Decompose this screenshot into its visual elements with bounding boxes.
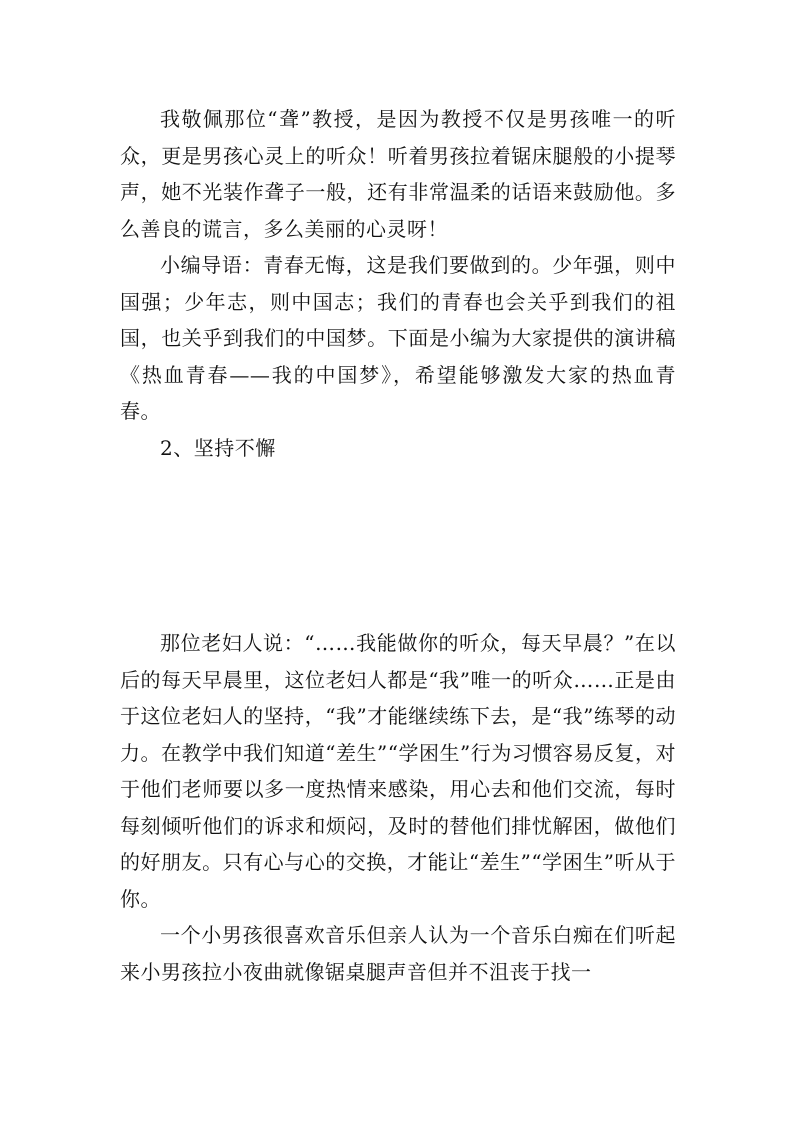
paragraph: 我敬佩那位“聋”教授，是因为教授不仅是男孩唯一的听众，更是男孩心灵上的听众！听着男孩拉着锯床腿般的小提琴声，她不光装作聋子一般，还有非常温柔的话语来鼓励他。多么善良的谎言，多么美丽的心灵呀！ [120, 107, 676, 241]
paragraph: 一个小男孩很喜欢音乐但亲人认为一个音乐白痴在们听起来小男孩拉小夜曲就像锯桌腿声音但并不沮丧于找一 [120, 923, 676, 984]
text-block-top [120, 101, 676, 466]
section-heading: 2、坚持不懈 [160, 435, 276, 460]
text-block-bottom [120, 625, 676, 990]
paragraph: 小编导语：青春无悔，这是我们要做到的。少年强，则中国强；少年志，则中国志；我们的青春也会关乎到我们的祖国，也关乎到我们的中国梦。下面是小编为大家提供的演讲稿《热血青春——我的中国梦》，希望能够激发大家的热血青春。 [120, 253, 676, 423]
paragraph: 那位老妇人说：“……我能做你的听众，每天早晨？”在以后的每天早晨里，这位老妇人都是“我”唯一的听众……正是由于这位老妇人的坚持，“我”才能继续练下去，是“我”练琴的动力。在教学中我们知道“差生”“学困生”行为习惯容易反复，对于他们老师要以多一度热情来感染，用心去和他们交流，每时每刻倾听他们的诉求和烦闷，及时的替他们排忧解困，做他们的好朋友。只有心与心的交换，才能让“差生”“学困生”听从于你。 [120, 631, 676, 911]
